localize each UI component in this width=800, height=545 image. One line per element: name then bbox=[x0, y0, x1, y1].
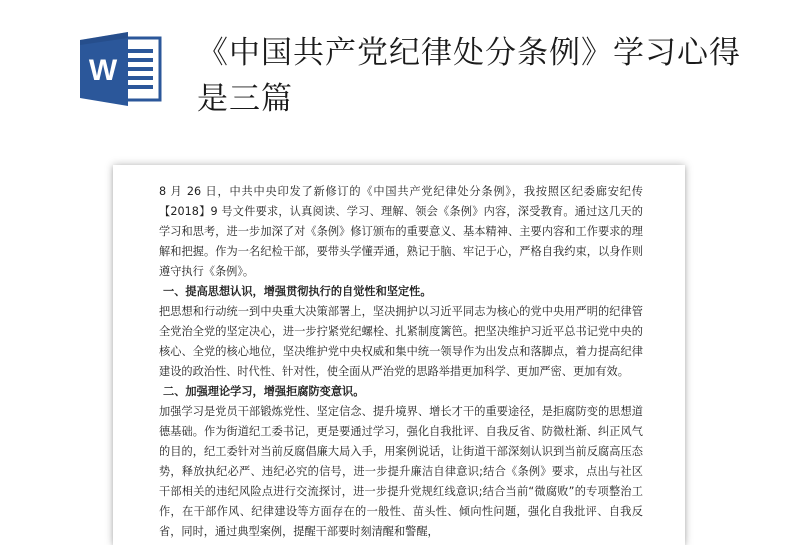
section-heading-2: 二、加强理论学习，增强拒腐防变意识。 bbox=[163, 385, 365, 398]
paragraph-section-2: 加强学习是党员干部锻炼党性、坚定信念、提升境界、增长才干的重要途径，是拒腐防变的思想道德基础。作为街道纪工委书记，更是要通过学习，强化自我批评、自我反省、防微杜渐、纠正风气的目的，纪工委针对当前反腐倡廉大局入手，用案例说话，让街道干部深刻认识到当前反腐高压态势，释放执纪必严、违纪必究的信号，进一步提升廉洁自律意识;结合《条例》要求，点出与社区干部相关的违纪风险点进行交流探讨，进一步提升党规红线意识;结合当前“微腐败”的专项整治工作，在干部作风、纪律建设等方面存在的一般性、苗头性、倾向性问题，强化自我批评、自我反省，同时，通过典型案例，提醒干部要时刻清醒和警醒， bbox=[159, 405, 643, 538]
section-heading-1: 一、提高思想认识，增强贯彻执行的自觉性和坚定性。 bbox=[163, 285, 432, 298]
paragraph-section-1: 把思想和行动统一到中央重大决策部署上，坚决拥护以习近平同志为核心的党中央用严明的纪律管全党治全党的坚定决心，进一步拧紧党纪螺栓、扎紧制度篱笆。把坚决维护习近平总书记党中央的核心、全党的核心地位，坚决维护党中央权威和集中统一领导作为出发点和落脚点，着力提高纪律建设的政治性、时代性、针对性，使全面从严治党的思路举措更加科学、更加严密、更加有效。 bbox=[159, 305, 643, 378]
page-title: 《中国共产党纪律处分条例》学习心得是三篇 bbox=[197, 35, 741, 117]
document-preview bbox=[113, 165, 685, 545]
paragraph-intro: 8 月 26 日，中共中央印发了新修订的《中国共产党纪律处分条例》，我按照区纪委廊安纪传【2018】9 号文件要求，认真阅读、学习、理解、领会《条例》内容，深受教育。通过这几天的学习和思考，进一步加深了对《条例》修订颁布的重要意义、基本精神、主要内容和工作要求的理解和把握。作为一名纪检干部，要带头学懂弄通，熟记于脑、牢记于心，严格自我约束，以身作则遵守执行《条例》。 bbox=[159, 185, 643, 278]
word-icon bbox=[78, 32, 164, 106]
document-body bbox=[159, 182, 643, 542]
word-icon-letter: W bbox=[88, 54, 118, 87]
